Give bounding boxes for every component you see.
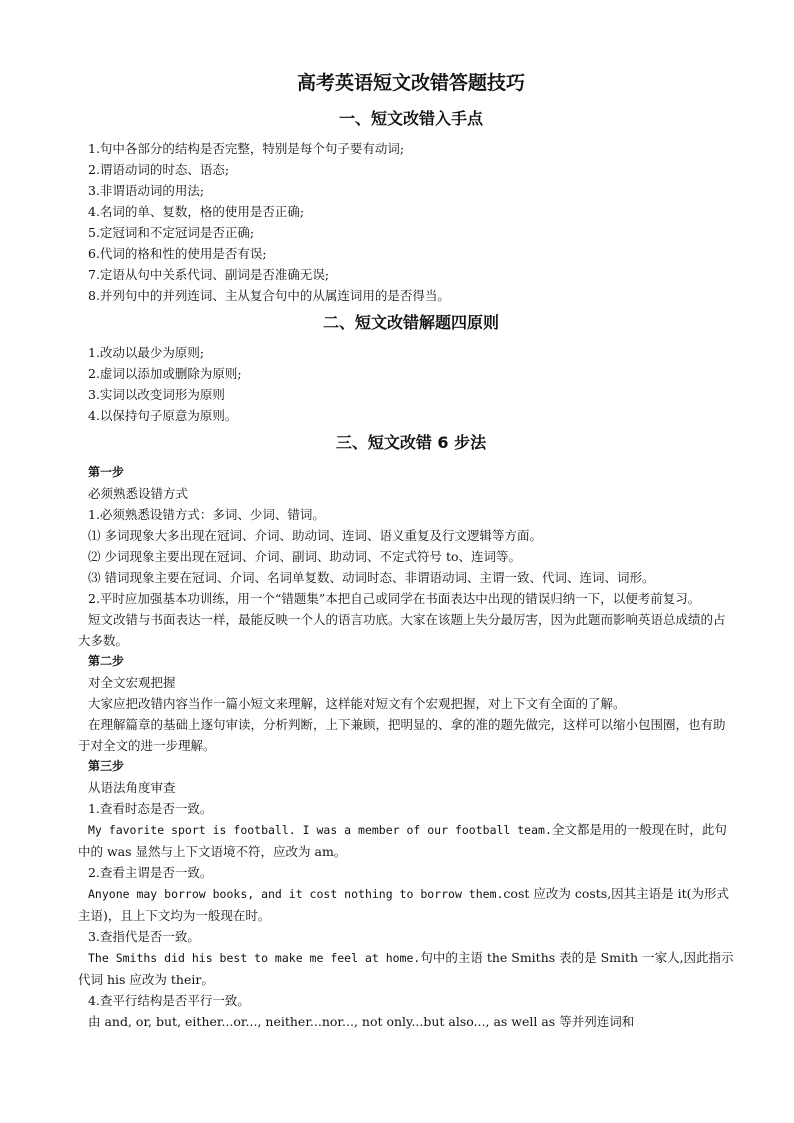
list-item: 7.定语从句中关系代词、副词是否准确无误; <box>88 267 330 282</box>
step-subtitle-1: 必须熟悉设错方式 <box>88 486 189 501</box>
list-item: 1.句中各部分的结构是否完整，特别是每个句子要有动词; <box>88 141 405 156</box>
list-item: 5.定冠词和不定冠词是否正确; <box>88 225 255 240</box>
list-item: 2.谓语动词的时态、语态; <box>88 162 230 177</box>
example-paragraph: The Smiths did his best to make me feel at home.句中的主语 the Smiths 表的是 Smith 一家人,因此指示代词 his 应改为 their。 <box>78 950 734 987</box>
document-title: 高考英语短文改错答题技巧 <box>296 72 525 94</box>
step2-paragraph: 在理解篇章的基础上逐句审读，分析判断，上下兼顾，把明显的、拿的准的题先做完，这样可以缩小包围圈，也有助于对全文的进一步理解。 <box>78 717 726 753</box>
document-page <box>78 70 734 1032</box>
list-item: 4.名词的单、复数，格的使用是否正确; <box>88 204 305 219</box>
step1-line: ⑶ 错词现象主要在冠词、介词、名词单复数、动词时态、非谓语动词、主谓一致、代词、连词、词形。 <box>88 570 655 585</box>
section-heading-3: 三、短文改错 6 步法 <box>335 433 487 452</box>
step-subtitle-3: 从语法角度审查 <box>88 780 176 795</box>
step-label-1: 第一步 <box>88 465 125 479</box>
section1-list <box>88 138 734 306</box>
section-heading-2: 二、短文改错解题四原则 <box>322 313 499 332</box>
check-item: 4.查平行结构是否平行一致。 <box>88 993 250 1008</box>
section-heading-1: 一、短文改错入手点 <box>338 109 483 128</box>
step1-line: ⑴ 多词现象大多出现在冠词、介词、助动词、连词、语义重复及行文逻辑等方面。 <box>88 528 542 543</box>
section2-list <box>88 342 734 426</box>
check-item: 2.查看主谓是否一致。 <box>88 865 213 880</box>
step1-paragraph: 短文改错与书面表达一样，最能反映一个人的语言功底。大家在该题上失分最厉害，因为此题而影响英语总成绩的占大多数。 <box>78 612 726 648</box>
list-item: 1.改动以最少为原则; <box>88 345 205 360</box>
step-subtitle-2: 对全文宏观把握 <box>88 675 176 690</box>
step2-paragraph: 大家应把改错内容当作一篇小短文来理解，这样能对短文有个宏观把握，对上下文有全面的了解。 <box>88 696 626 711</box>
step1-line: 1.必须熟悉设错方式：多词、少词、错词。 <box>88 507 325 522</box>
example-paragraph: 由 and, or, but, either...or..., neither...nor..., not only...but also..., as well as 等并列连词和 <box>88 1014 635 1029</box>
step1-paragraph: 2.平时应加强基本功训练，用一个“错题集”本把自己或同学在书面表达中出现的错误归纳一下，以便考前复习。 <box>88 591 701 606</box>
list-item: 4.以保持句子原意为原则。 <box>88 408 238 423</box>
list-item: 6.代词的格和性的使用是否有误; <box>88 246 267 261</box>
step1-line: ⑵ 少词现象主要出现在冠词、介词、副词、助动词、不定式符号 to、连词等。 <box>88 549 521 564</box>
example-paragraph: Anyone may borrow books, and it cost nothing to borrow them.cost 应改为 costs,因其主语是 it(为形式主语)，且上下文均为一般现在时。 <box>78 886 730 923</box>
check-item: 3.查指代是否一致。 <box>88 929 200 944</box>
check-item: 1.查看时态是否一致。 <box>88 801 213 816</box>
list-item: 8.并列句中的并列连词、主从复合句中的从属连词用的是否得当。 <box>88 288 450 303</box>
step-label-2: 第二步 <box>88 654 125 668</box>
list-item: 3.非谓语动词的用法; <box>88 183 205 198</box>
list-item: 3.实词以改变词形为原则 <box>88 387 225 402</box>
list-item: 2.虚词以添加或删除为原则; <box>88 366 242 381</box>
step-label-3: 第三步 <box>88 759 125 773</box>
example-paragraph: My favorite sport is football. I was a member of our football team.全文都是用的一般现在时，此句中的 was 显然与上下文语境不符，应改为 am。 <box>78 822 727 859</box>
